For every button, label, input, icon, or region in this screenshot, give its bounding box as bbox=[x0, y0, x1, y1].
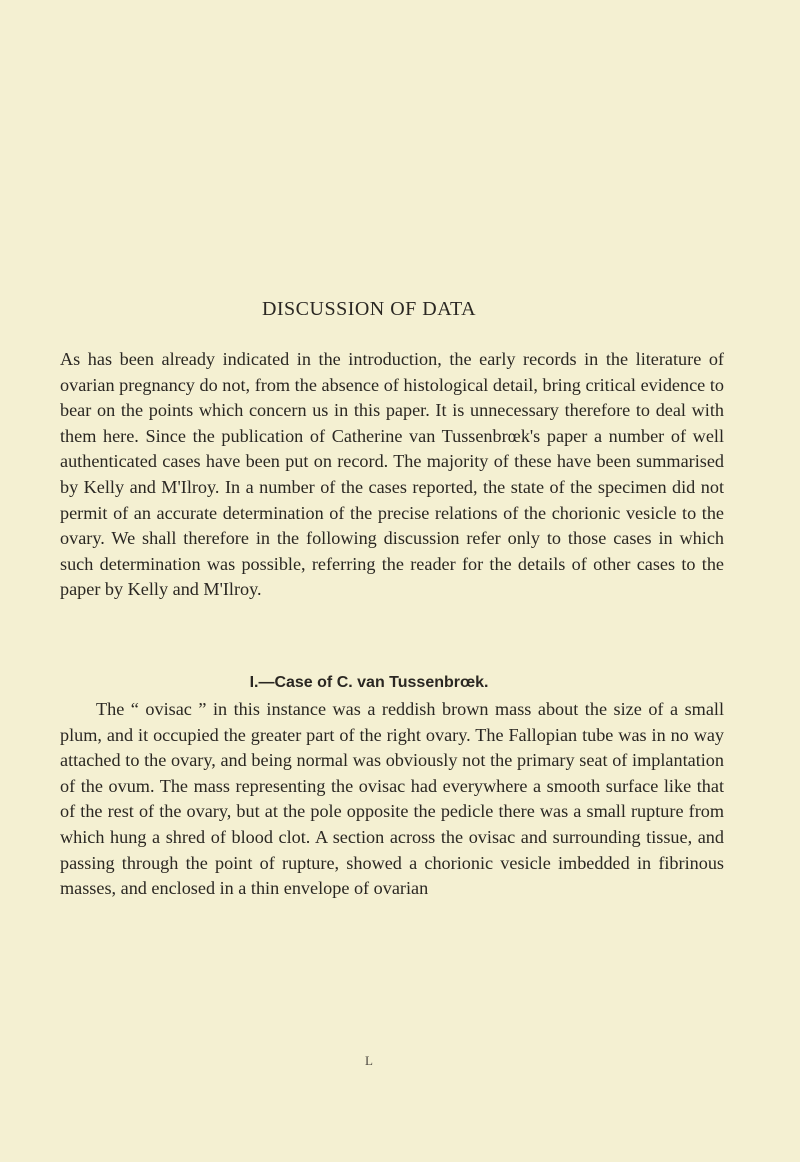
paragraph-introduction: As has been already indicated in the introduction, the early records in the literature of ovarian pregnancy do not, from the absence of histological detail, bring critical evidence to bear on the points which concern us in this paper. It is unnecessary therefore to deal with them here. Since the publication of Catherine van Tussenbrœk's paper a number of well authenticated cases have been put on record. The majority of these have been summarised by Kelly and M'Ilroy. In a number of the cases reported, the state of the specimen did not permit of an accurate determination of the precise relations of the chorionic vesicle to the ovary. We shall therefore in the following discussion refer only to those cases in which such determination was possible, referring the reader for the details of other cases to the paper by Kelly and M'Ilroy. bbox=[60, 349, 724, 600]
case-subheading: I.—Case of C. van Tussenbrœk. bbox=[249, 674, 489, 691]
section-heading: DISCUSSION OF DATA bbox=[261, 298, 477, 320]
paragraph-case-description: The “ ovisac ” in this instance was a reddish brown mass about the size of a small plum, and it occupied the greater part of the right ovary. The Fallopian tube was in no way attached to the ovary, and being normal was obviously not the primary seat of implantation of the ovum. The mass representing the ovisac had everywhere a smooth surface like that of the rest of the ovary, but at the pole opposite the pedicle there was a small rupture from which hung a shred of blood clot. A section across the ovisac and surrounding tissue, and passing through the point of rupture, showed a chorionic vesicle imbedded in fibrinous masses, and enclosed in a thin envelope of ovarian bbox=[60, 699, 724, 899]
printer-signature-mark: L bbox=[365, 1053, 373, 1068]
